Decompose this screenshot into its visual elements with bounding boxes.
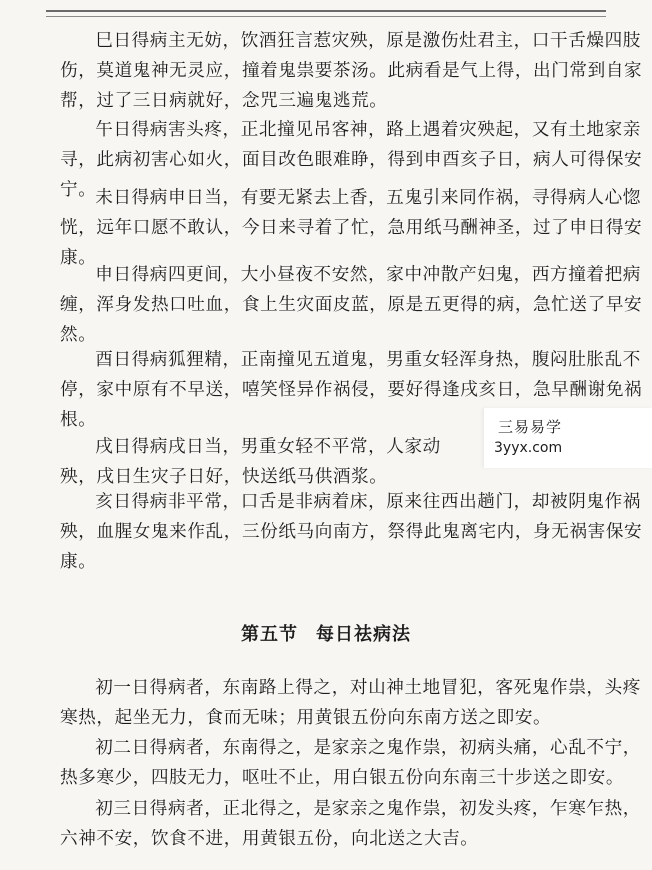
text-line: 帮，过了三日病就好，念咒三遍鬼逃荒。 (60, 91, 388, 111)
text-line: 未日得病申日当，有要无紧去上香，五鬼引来同作祸，寻得病人心惚 (95, 188, 642, 208)
watermark-url: 3yyx.com (494, 440, 563, 456)
text-line: 申日得病四更间，大小昼夜不安然，家中冲散产妇鬼，西方撞着把病 (95, 265, 642, 285)
text-line: 然。 (60, 325, 97, 345)
text-line: 初三日得病者，正北得之，是家亲之鬼作祟，初发头疼，乍寒乍热， (95, 799, 642, 819)
text-line: 康。 (60, 248, 97, 268)
text-line: 午日得病害头疼，正北撞见吊客神，路上遇着灾殃起，又有土地家亲 (95, 120, 642, 140)
text-line: 戌日得病戌日当，男重女轻不平常，人家动 (95, 437, 441, 457)
section-title: 每日祛病法 (316, 624, 411, 645)
section-heading (0, 620, 652, 646)
text-line: 初二日得病者，东南得之，是家亲之鬼作祟，初病头痛，心乱不宁， (95, 738, 642, 758)
watermark-box (484, 408, 652, 468)
text-line: 寒热，起坐无力，食而无味；用黄银五份向东南方送之即安。 (60, 708, 552, 728)
text-line: 康。 (60, 552, 97, 572)
paragraph-day-1 (60, 673, 642, 733)
paragraph-day-2 (60, 733, 642, 793)
text-line: 热多寒少，四肢无力，呕吐不止，用白银五份向东南三十步送之即安。 (60, 768, 625, 788)
text-line: 巳日得病主无妨，饮酒狂言惹灾殃，原是激伤灶君主，口干舌燥四肢 (95, 31, 642, 51)
watermark-text: 三易易学 (498, 418, 563, 436)
text-line: 寻，此病初害心如火，面目改色眼难睁，得到申酉亥子日，病人可得保安 (60, 150, 643, 170)
section-number: 第五节 (241, 624, 298, 645)
text-line: 宁。 (60, 180, 97, 200)
text-line: 亥日得病非平常，口舌是非病着床，原来往西出趟门，却被阴鬼作祸 (95, 492, 642, 512)
text-line: 六神不安，饮食不进，用黄银五份，向北送之大吉。 (60, 829, 479, 849)
text-line: 初一日得病者，东南路上得之，对山神土地冒犯，客死鬼作祟，头疼 (95, 678, 642, 698)
text-line: 伤，莫道鬼神无灵应，撞着鬼祟要茶汤。此病看是气上得，出门常到自家 (60, 61, 643, 81)
paragraph-shen-day (60, 260, 643, 350)
text-line: 酉日得病狐狸精，正南撞见五道鬼，男重女轻浑身热，腹闷肚胀乱不 (95, 350, 642, 370)
paragraph-hai-day (60, 487, 643, 577)
text-line: 恍，远年口愿不敢认，今日来寻着了忙，急用纸马酬神圣，过了申日得安 (60, 218, 643, 238)
text-line: 根。 (60, 410, 97, 430)
text-line: 殃，血腥女鬼来作乱，三份纸马向南方，祭得此鬼离宅内，身无祸害保安 (60, 522, 643, 542)
paragraph-day-3 (60, 794, 642, 854)
text-line: 缠，浑身发热口吐血，食上生灾面皮蓝，原是五更得的病，急忙送了早安 (60, 295, 643, 315)
paragraph-si-day (60, 26, 643, 116)
text-line: 殃，戌日生灾子日好，快送纸马供酒浆。 (60, 467, 388, 487)
text-line: 停，家中原有不早送，嘻笑怪异作祸侵，要好得逢戌亥日，急早酬谢免祸 (60, 380, 643, 400)
header-rule (46, 10, 606, 17)
